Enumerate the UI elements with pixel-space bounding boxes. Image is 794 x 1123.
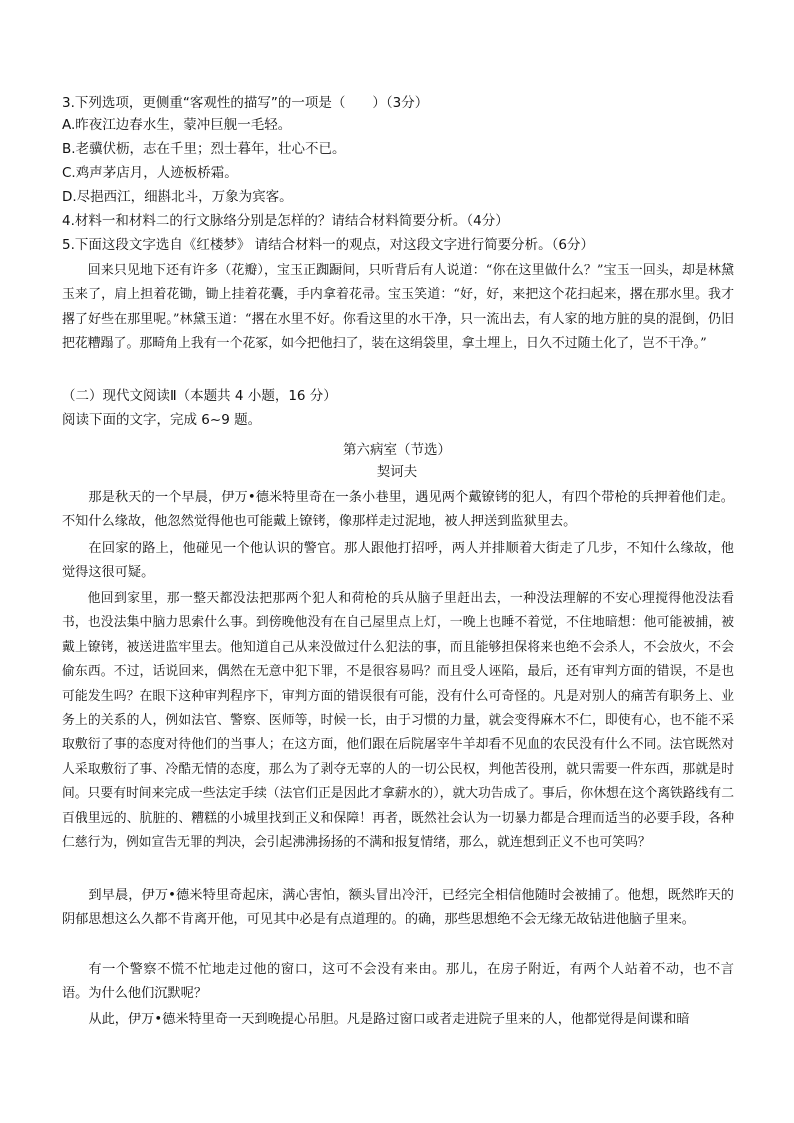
article-title: 第六病室（节选） [343, 442, 451, 458]
article-paragraph-6: 从此，伊万•德米特里奇一天到晚提心吊胆。凡是路过窗口或者走进院子里来的人，他都觉得是间谍和暗 [88, 1012, 690, 1027]
question-3-option-b: B.老骥伏枥，志在千里；烈士暮年，壮心不已。 [62, 141, 346, 157]
question-3: 3.下列选项，更侧重“客观性的描写”的一项是（ ）（3分） [62, 95, 429, 111]
section-heading: （二）现代文阅读Ⅱ（本题共 4 小题，16 分） [62, 388, 337, 404]
question-3-option-a: A.昨夜江边春水生，蒙冲巨舰一毛轻。 [62, 117, 292, 133]
question-3-option-d: D.尽挹西江，细斟北斗，万象为宾客。 [62, 189, 293, 205]
article-paragraph-5: 有一个警察不慌不忙地走过他的窗口，这可不会没有来由。那儿，在房子附近，有两个人站着不动，也不言语。为什么他们沉默呢？ [62, 962, 734, 1002]
section-instruction: 阅读下面的文字，完成 6~9 题。 [62, 412, 262, 428]
article-paragraph-3: 他回到家里，那一整天都没法把那两个犯人和荷枪的兵从脑子里赶出去，一种没法理解的不安心理搅得他没法看书，也没法集中脑力思索什么事。到傍晚他没有在自己屋里点上灯，一晚上也睡不着觉，不住地暗想：他可能被捕，被戴上镣铐，被送进监牢里去。他知道自己从来没做过什么犯法的事，而且能够担保将来也绝不会杀人，不会放火，不会偷东西。不过，话说回来，偶然在无意中犯下罪，不是很容易吗？而且受人诬陷，最后，还有审判方面的错误，不是也可能发生吗？在眼下这种审判程序下，审判方面的错误很有可能，没有什么可奇怪的。凡是对别人的痛苦有职务上、业务上的关系的人，例如法官、警察、医师等，时候一长，由于习惯的力量，就会变得麻木不仁，即使有心，也不能不采取敷衍了事的态度对待他们的当事人；在这方面，他们跟在后院屠宰牛羊却看不见血的农民没有什么不同。法官既然对人采取敷衍了事、冷酷无情的态度，那么为了剥夺无辜的人的一切公民权，判他苦役刑，就只需要一件东西，那就是时间。只要有时间来完成一些法定手续（法官们正是因此才拿薪水的），就大功告成了。事后，你休想在这个离铁路线有二百俄里远的、肮脏的、糟糕的小城里找到正义和保障！再者，既然社会认为一切暴力都是合理而适当的必要手段，各种仁慈行为，例如宣告无罪的判决，会引起沸沸扬扬的不满和报复情绪，那么，就连想到正义不也可笑吗？ [62, 591, 734, 851]
article-paragraph-1: 那是秋天的一个早晨，伊万•德米特里奇在一条小巷里，遇见两个戴镣铐的犯人，有四个带枪的兵押着他们走。不知什么缘故，他忽然觉得他也可能戴上镣铐，像那样走过泥地，被人押送到监狱里去。 [62, 490, 734, 530]
excerpt-paragraph: 回来只见地下还有许多（花瓣），宝玉正踟蹰间，只听背后有人说道：“你在这里做什么？”宝玉一回头，却是林黛玉来了，肩上担着花锄，锄上挂着花囊，手内拿着花帚。宝玉笑道：“好，好，来把这个花扫起来，撂在那水里。我才撂了好些在那里呢。”林黛玉道：“撂在水里不好。你看这里的水干净，只一流出去，有人家的地方脏的臭的混倒，仍旧把花糟蹋了。那畸角上我有一个花冢，如今把他扫了，装在这绢袋里，拿土埋上，日久不过随土化了，岂不干净。” [62, 263, 734, 352]
question-3-option-c: C.鸡声茅店月，人迹板桥霜。 [62, 165, 238, 181]
article-author: 契诃夫 [376, 464, 418, 480]
question-4: 4.材料一和材料二的行文脉络分别是怎样的？请结合材料简要分析。（4分） [62, 213, 509, 229]
article-paragraph-2: 在回家的路上，他碰见一个他认识的警官。那人跟他打招呼，两人并排顺着大街走了几步，不知什么缘故，他觉得这很可疑。 [62, 541, 734, 581]
question-5: 5.下面这段文字选自《红楼梦》 请结合材料一的观点，对这段文字进行简要分析。（6分） [62, 237, 595, 253]
article-paragraph-4: 到早晨，伊万•德米特里奇起床，满心害怕，额头冒出冷汗，已经完全相信他随时会被捕了。他想，既然昨天的阴郁思想这么久都不肯离开他，可见其中必是有点道理的。的确，那些思想绝不会无缘无故钻进他脑子里来。 [62, 888, 734, 928]
